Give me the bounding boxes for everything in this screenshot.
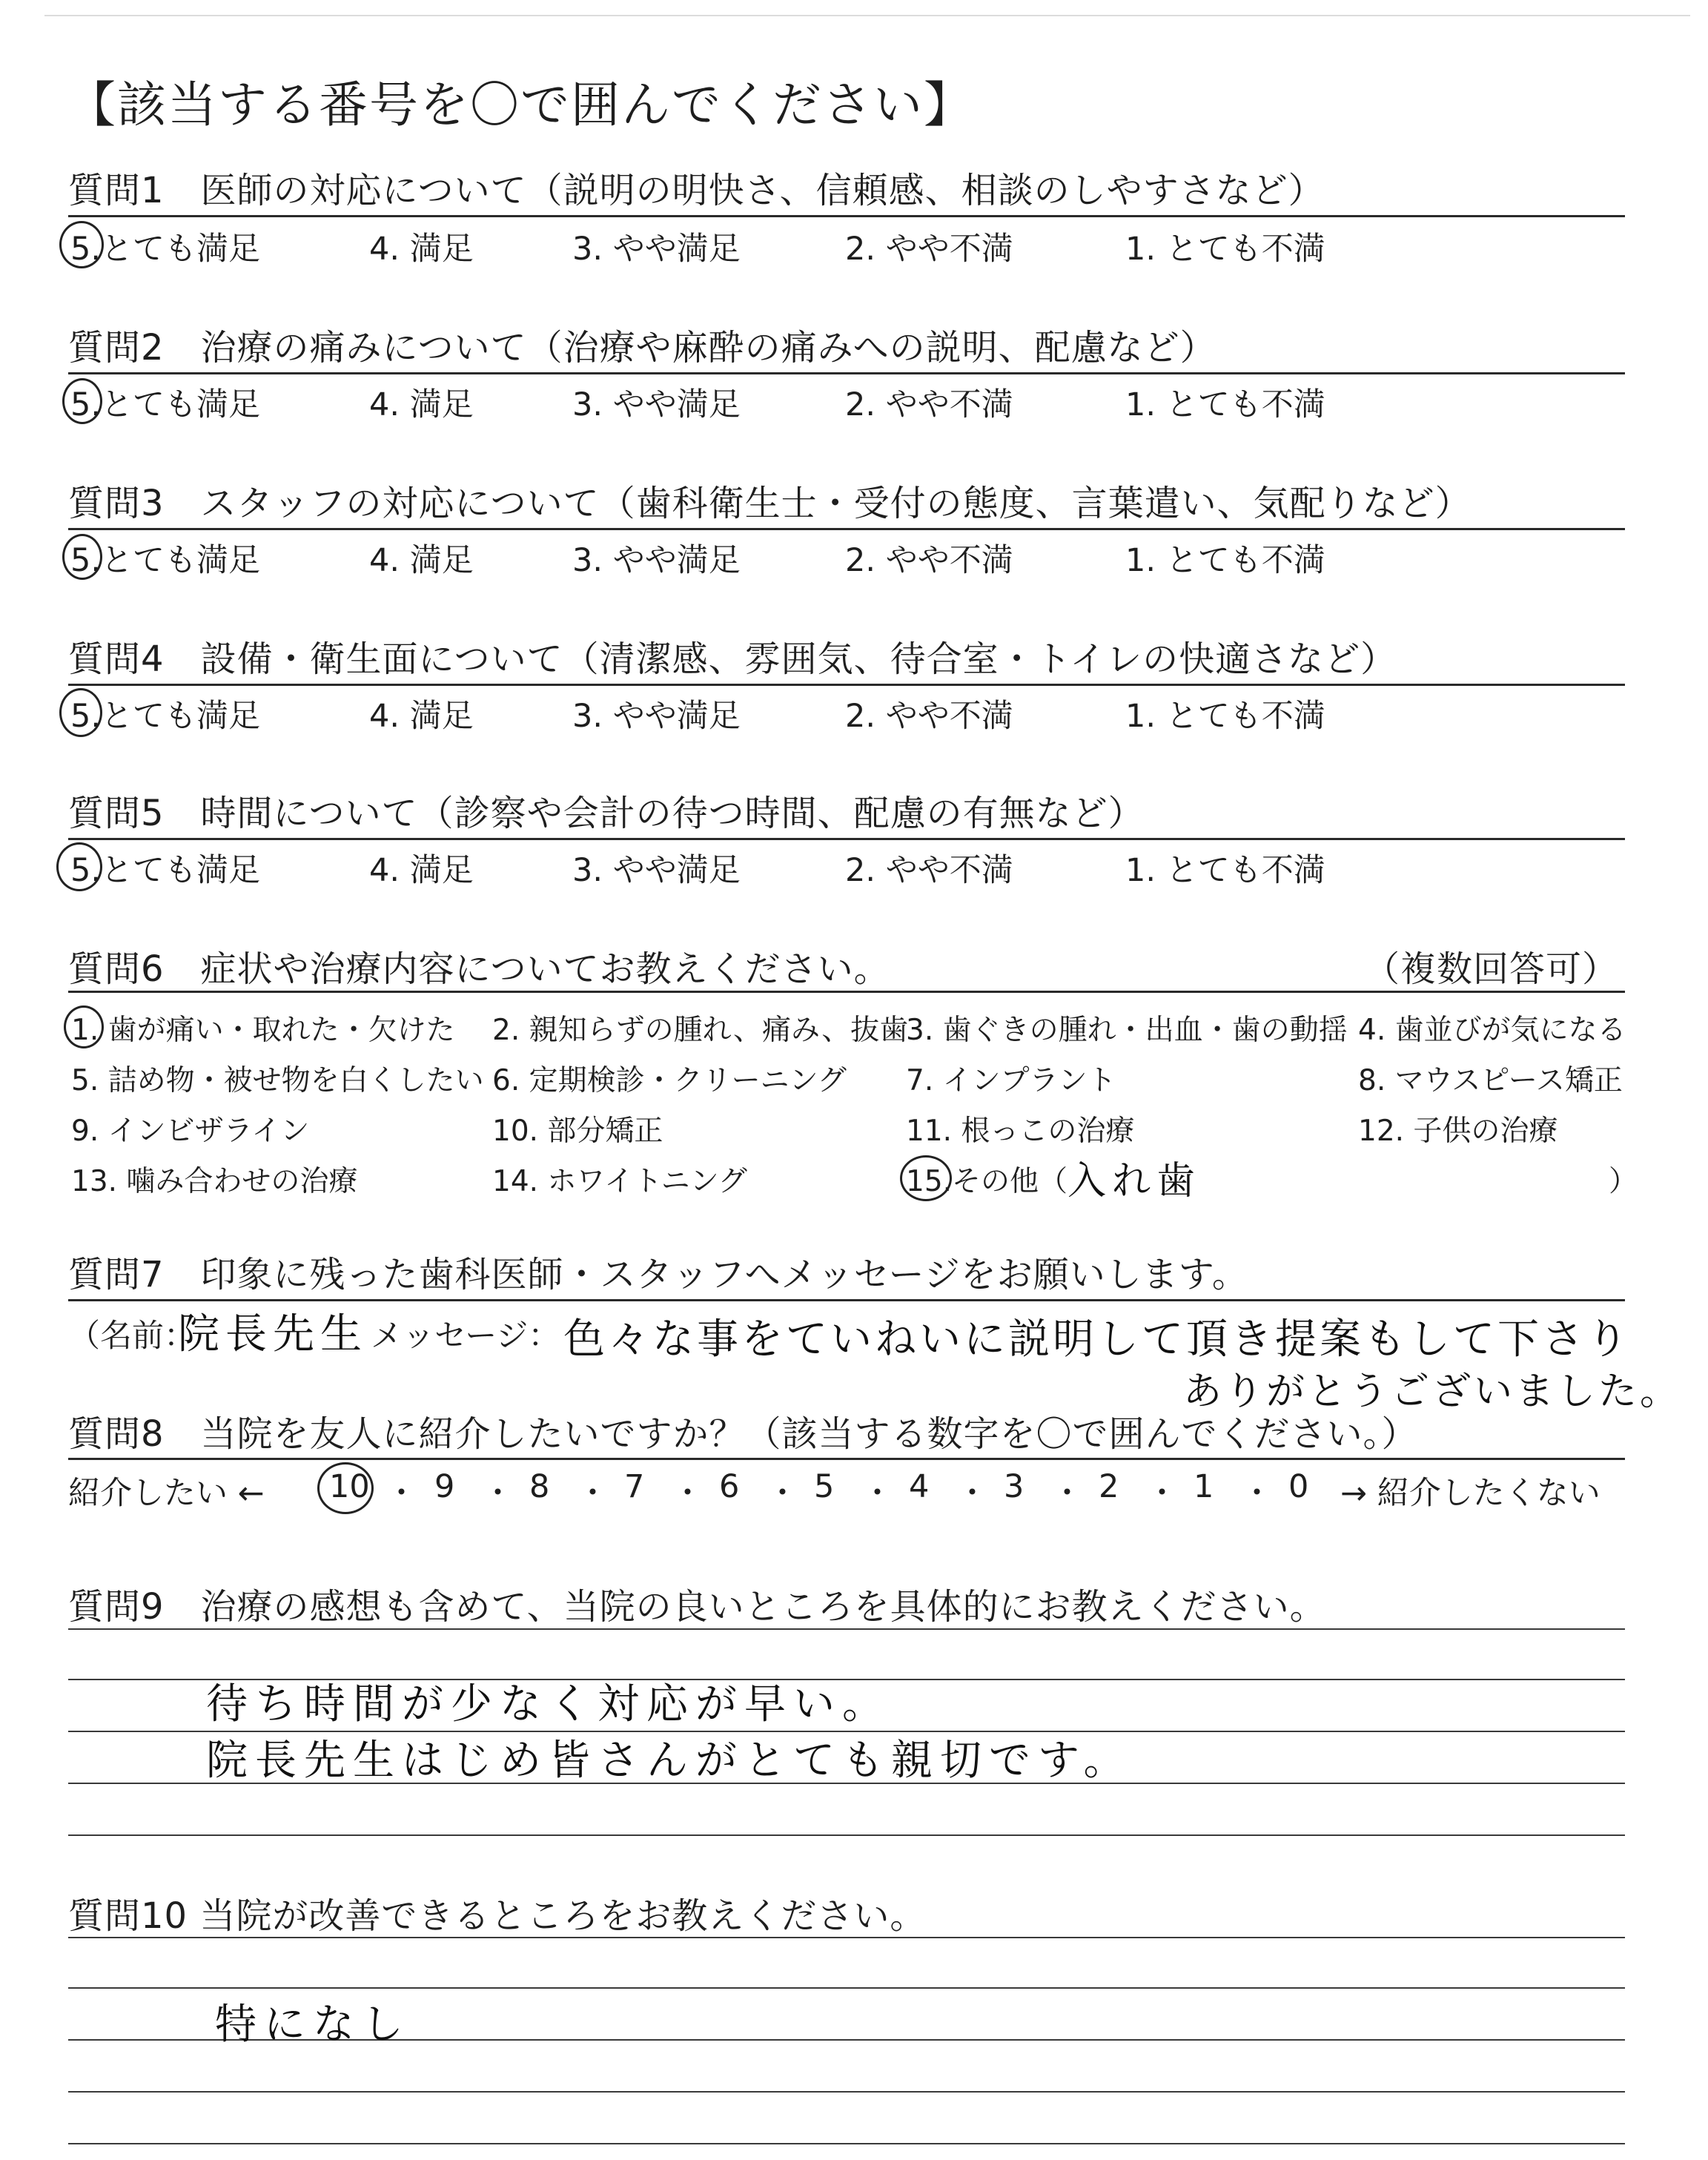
q8-sep: ・ — [861, 1475, 893, 1512]
q5-option-1[interactable]: 1. とても不満 — [1125, 852, 1325, 889]
q3-option-5[interactable]: 5.とても満足 — [70, 542, 261, 579]
q6-option-2[interactable]: 2. 親知らずの腫れ、痛み、抜歯 — [492, 1014, 909, 1047]
page-header: 【該当する番号を〇で囲んでください】 — [67, 76, 974, 133]
q2-option-2[interactable]: 2. やや不満 — [845, 386, 1013, 423]
q4-option-3[interactable]: 3. やや満足 — [572, 698, 741, 735]
q2-option-1[interactable]: 1. とても不満 — [1125, 386, 1325, 423]
q9-answer-line1: 待ち時間が少なく対応が早い。 — [206, 1680, 891, 1728]
q8-scale-10[interactable]: 10 — [329, 1468, 370, 1505]
q1-option-2[interactable]: 2. やや不満 — [845, 231, 1013, 268]
q2-title: 質問2 治療の痛みについて（治療や麻酔の痛みへの説明、配慮など） — [68, 327, 1217, 369]
q8-sep: ・ — [767, 1475, 798, 1512]
q1-rule — [68, 215, 1625, 217]
q9-line — [68, 1628, 1625, 1630]
q6-option-10[interactable]: 10. 部分矯正 — [492, 1114, 663, 1148]
q7-message-label: メッセージ： — [371, 1318, 560, 1355]
q8-scale-0[interactable]: 0 — [1288, 1468, 1309, 1505]
q6-option-8[interactable]: 8. マウスピース矯正 — [1358, 1064, 1623, 1097]
q10-line — [68, 1937, 1625, 1938]
q7-title: 質問7 印象に残った歯科医師・スタッフへメッセージをお願いします。 — [68, 1254, 1248, 1295]
q5-option-5[interactable]: 5.とても満足 — [70, 852, 261, 889]
q1-option-5[interactable]: 5.とても満足 — [70, 231, 261, 268]
q6-other-close-paren: ） — [1609, 1165, 1638, 1198]
q5-option-4[interactable]: 4. 満足 — [369, 852, 474, 889]
q8-sep: ・ — [956, 1475, 988, 1512]
q6-option-11[interactable]: 11. 根っこの治療 — [906, 1114, 1135, 1148]
q5-rule — [68, 838, 1625, 840]
q8-scale-7[interactable]: 7 — [624, 1468, 645, 1505]
q2-selection-circle — [62, 378, 102, 424]
q3-selection-circle — [62, 534, 102, 580]
q6-option-13[interactable]: 13. 噛み合わせの治療 — [71, 1165, 358, 1198]
q6-option-3[interactable]: 3. 歯ぐきの腫れ・出血・歯の動揺 — [906, 1014, 1348, 1047]
q6-title: 質問6 症状や治療内容についてお教えください。 — [68, 948, 890, 990]
q6-option-5[interactable]: 5. 詰め物・被せ物を白くしたい — [71, 1064, 484, 1097]
q6-selection-circle-15 — [900, 1155, 952, 1201]
q5-option-3[interactable]: 3. やや満足 — [572, 852, 741, 889]
q8-scale-6[interactable]: 6 — [719, 1468, 740, 1505]
q5-title: 質問5 時間について（診察や会計の待つ時間、配慮の有無など） — [68, 793, 1145, 834]
q2-rule — [68, 372, 1625, 374]
q8-sep: ・ — [1051, 1475, 1083, 1512]
q7-name-label: （名前： — [68, 1318, 196, 1355]
q8-sep: ・ — [577, 1475, 609, 1512]
q4-rule — [68, 684, 1625, 686]
q8-scale-1[interactable]: 1 — [1194, 1468, 1214, 1505]
q3-option-2[interactable]: 2. やや不満 — [845, 542, 1013, 579]
q6-option-14[interactable]: 14. ホワイトニング — [492, 1165, 747, 1198]
q3-rule — [68, 528, 1625, 530]
q5-selection-circle — [56, 842, 102, 891]
q2-option-5[interactable]: 5.とても満足 — [70, 386, 261, 423]
q4-option-5[interactable]: 5.とても満足 — [70, 698, 261, 735]
q6-option-4[interactable]: 4. 歯並びが気になる — [1358, 1014, 1626, 1047]
q8-sep: ・ — [1146, 1475, 1178, 1512]
q6-option-12[interactable]: 12. 子供の治療 — [1358, 1114, 1558, 1148]
q1-selection-circle — [59, 221, 104, 268]
q8-title: 質問8 当院を友人に紹介したいですか？（該当する数字を〇で囲んでください。） — [68, 1413, 1418, 1455]
q1-option-4[interactable]: 4. 満足 — [369, 231, 474, 268]
q1-title: 質問1 医師の対応について（説明の明快さ、信頼感、相談のしやすさなど） — [68, 170, 1325, 211]
q6-selection-circle-1 — [64, 1005, 104, 1048]
q3-option-4[interactable]: 4. 満足 — [369, 542, 474, 579]
q4-option-1[interactable]: 1. とても不満 — [1125, 698, 1325, 735]
q7-message-line2: ありがとうございました。 — [1183, 1370, 1682, 1414]
q8-scale-3[interactable]: 3 — [1004, 1468, 1025, 1505]
q5-option-2[interactable]: 2. やや不満 — [845, 852, 1013, 889]
q10-line — [68, 1987, 1625, 1989]
q3-title: 質問3 スタッフの対応について（歯科衛生士・受付の態度、言葉遣い、気配りなど） — [68, 483, 1472, 524]
q6-option-7[interactable]: 7. インプラント — [906, 1064, 1116, 1097]
q6-option-1[interactable]: 1. 歯が痛い・取れた・欠けた — [71, 1014, 455, 1047]
q4-title: 質問4 設備・衛生面について（清潔感、雰囲気、待合室・トイレの快適さなど） — [68, 638, 1397, 680]
q8-sep: ・ — [482, 1475, 514, 1512]
q8-sep: ・ — [1241, 1475, 1273, 1512]
q6-option-9[interactable]: 9. インビザライン — [71, 1114, 310, 1148]
q2-option-4[interactable]: 4. 満足 — [369, 386, 474, 423]
q9-title: 質問9 治療の感想も含めて、当院の良いところを具体的にお教えください。 — [68, 1586, 1326, 1628]
q6-multiple-note: （複数回答可） — [1364, 948, 1619, 990]
q9-answer-line2: 院長先生はじめ皆さんがとても親切です。 — [206, 1737, 1133, 1785]
q7-message-line1: 色々な事をていねいに説明して頂き提案もして下さり — [563, 1315, 1631, 1364]
q6-rule — [68, 991, 1625, 993]
q2-option-3[interactable]: 3. やや満足 — [572, 386, 741, 423]
q8-scale-2[interactable]: 2 — [1099, 1468, 1119, 1505]
q4-selection-circle — [59, 688, 102, 737]
q6-option-6[interactable]: 6. 定期検診・クリーニング — [492, 1064, 847, 1097]
q8-sep: ・ — [672, 1475, 704, 1512]
q8-left-label: 紹介したい ← — [68, 1475, 265, 1512]
q10-title: 質問10 当院が改善できるところをお教えください。 — [68, 1895, 927, 1937]
q8-rule — [68, 1458, 1625, 1460]
q8-selection-circle — [317, 1462, 374, 1514]
q6-option-15[interactable]: 15.その他（ — [906, 1165, 1068, 1198]
q8-scale-8[interactable]: 8 — [529, 1468, 550, 1505]
q3-option-1[interactable]: 1. とても不満 — [1125, 542, 1325, 579]
q8-scale-9[interactable]: 9 — [434, 1468, 455, 1505]
q4-option-4[interactable]: 4. 満足 — [369, 698, 474, 735]
q8-scale-4[interactable]: 4 — [909, 1468, 930, 1505]
q10-line — [68, 2143, 1625, 2144]
q8-right-label: → 紹介したくない — [1340, 1475, 1601, 1512]
q10-answer-line1: 特になし — [215, 2001, 411, 2049]
q3-option-3[interactable]: 3. やや満足 — [572, 542, 741, 579]
q1-option-3[interactable]: 3. やや満足 — [572, 231, 741, 268]
q7-name-handwritten: 院長先生 — [178, 1310, 368, 1358]
q8-sep: ・ — [385, 1475, 417, 1512]
q4-option-2[interactable]: 2. やや不満 — [845, 698, 1013, 735]
q8-scale-5[interactable]: 5 — [814, 1468, 835, 1505]
top-border — [44, 15, 1690, 16]
q10-line — [68, 2091, 1625, 2093]
q1-option-1[interactable]: 1. とても不満 — [1125, 231, 1325, 268]
q6-other-handwritten-text: 入れ歯 — [1068, 1159, 1202, 1203]
q9-line — [68, 1834, 1625, 1836]
